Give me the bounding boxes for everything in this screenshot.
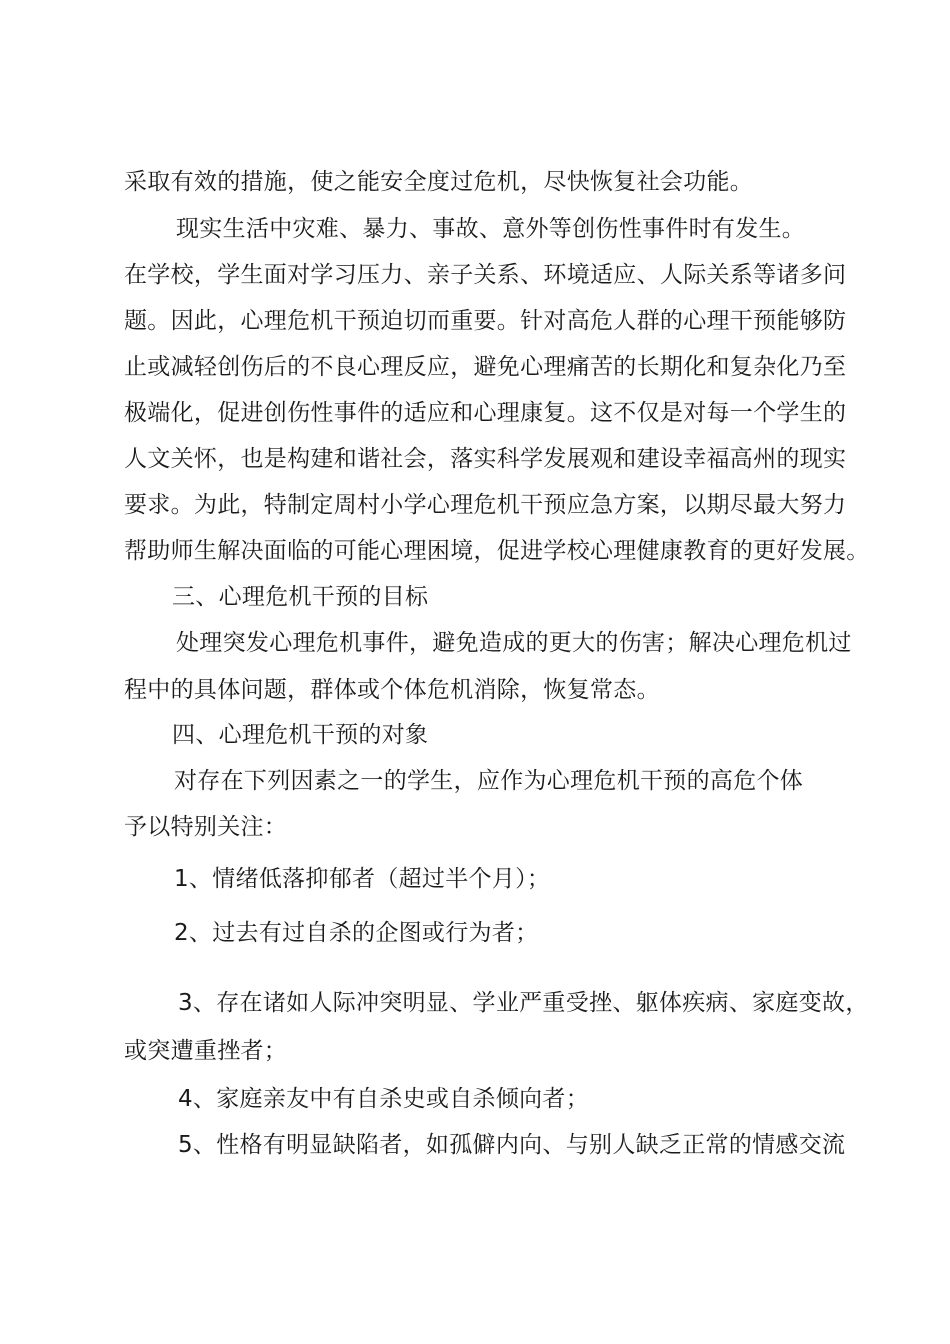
list-item: 4、家庭亲友中有自杀史或自杀倾向者；: [178, 1086, 590, 1112]
paragraph-line: 止或减轻创伤后的不良心理反应，避免心理痛苦的长期化和复杂化乃至: [124, 354, 847, 380]
paragraph-line: 采取有效的措施，使之能安全度过危机，尽快恢复社会功能。: [124, 169, 754, 195]
section-heading: 三、心理危机干预的目标: [172, 584, 429, 610]
paragraph-line: 极端化，促进创伤性事件的适应和心理康复。这不仅是对每一个学生的: [124, 400, 847, 426]
paragraph-line: 现实生活中灾难、暴力、事故、意外等创伤性事件时有发生。: [176, 216, 806, 242]
paragraph-line: 题。因此，心理危机干预迫切而重要。针对高危人群的心理干预能够防: [124, 308, 847, 334]
paragraph-line: 对存在下列因素之一的学生，应作为心理危机干预的高危个体: [174, 768, 804, 794]
paragraph-line: 程中的具体问题，群体或个体危机消除，恢复常态。: [124, 677, 660, 703]
section-heading: 四、心理危机干预的对象: [172, 722, 429, 748]
list-item: 5、性格有明显缺陷者，如孤僻内向、与别人缺乏正常的情感交流: [178, 1132, 846, 1158]
paragraph-line: 在学校，学生面对学习压力、亲子关系、环境适应、人际关系等诸多问: [124, 262, 847, 288]
list-item-continuation: 或突遭重挫者；: [124, 1038, 288, 1064]
paragraph-line: 要求。为此，特制定周村小学心理危机干预应急方案，以期尽最大努力: [124, 492, 847, 518]
paragraph-line: 人文关怀，也是构建和谐社会，落实科学发展观和建设幸福高州的现实: [124, 446, 847, 472]
list-item: 2、过去有过自杀的企图或行为者；: [174, 920, 539, 946]
paragraph-line: 予以特别关注：: [124, 814, 288, 840]
list-item: 3、存在诸如人际冲突明显、学业严重受挫、躯体疾病、家庭变故，: [178, 990, 869, 1016]
list-item: 1、情绪低落抑郁者（超过半个月）；: [174, 866, 551, 892]
paragraph-line: 处理突发心理危机事件，避免造成的更大的伤害；解决心理危机过: [176, 630, 852, 656]
paragraph-line: 帮助师生解决面临的可能心理困境，促进学校心理健康教育的更好发展。: [124, 538, 870, 564]
